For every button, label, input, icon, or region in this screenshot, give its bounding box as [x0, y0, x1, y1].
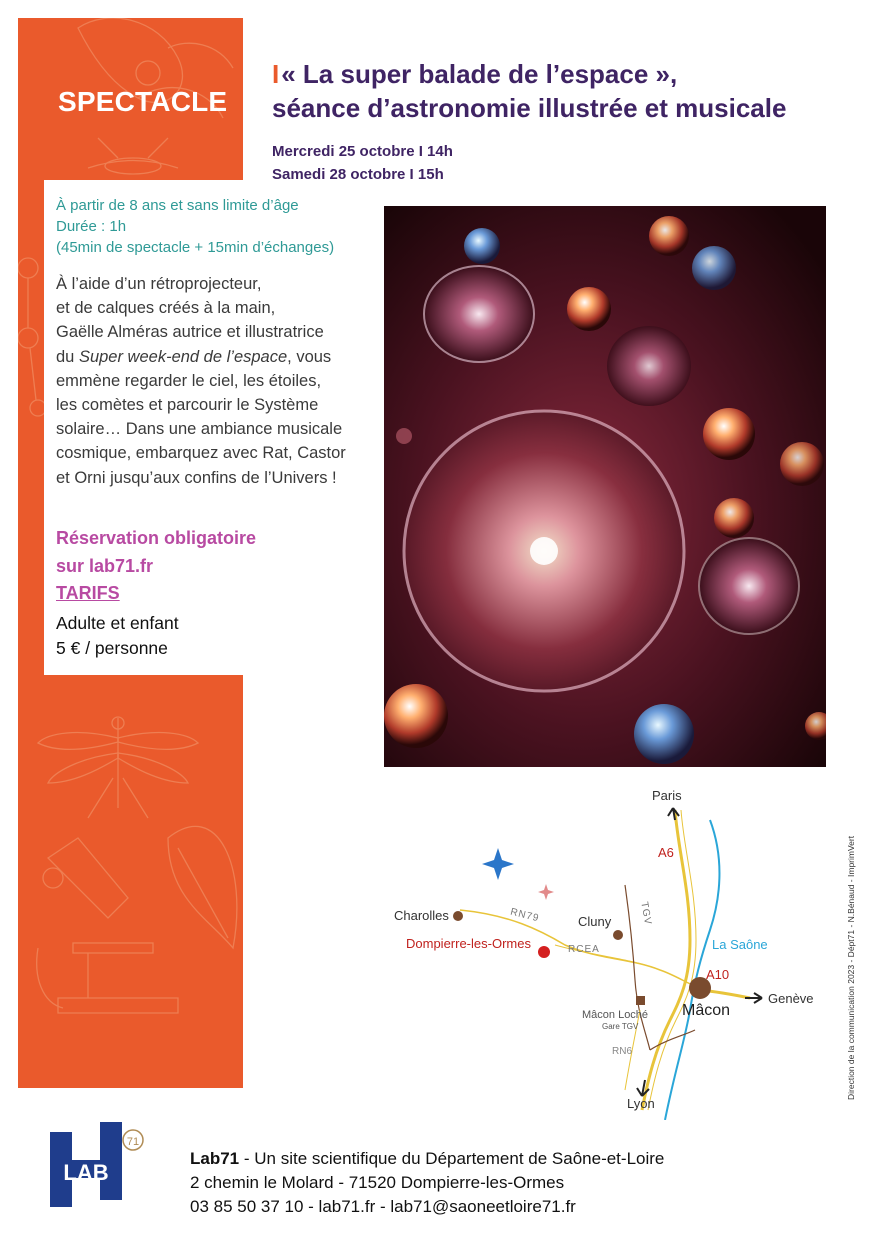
description-line: et Orni jusqu’aux confins de l’Univers !	[56, 468, 337, 487]
description-line: À l’aide d’un rétroprojecteur,	[56, 275, 262, 293]
footer-brand: Lab71	[190, 1149, 240, 1168]
audience-info	[56, 195, 356, 258]
map-label-paris: Paris	[652, 788, 682, 803]
title-text: « La super balade de l’espace »,	[281, 59, 678, 89]
print-credit: Direction de la communication 2023 - Dépt71 - N.Bénaud - ImprimVert	[846, 835, 856, 1100]
map-label-a6: A6	[658, 845, 674, 860]
event-dates	[272, 140, 453, 186]
description-line: cosmique, embarquez avec Rat, Castor	[56, 444, 346, 463]
description-line: et de calques créés à la main,	[56, 299, 276, 318]
show-description	[56, 272, 356, 490]
svg-text:LAB: LAB	[63, 1160, 109, 1185]
description-line: Gaëlle Alméras autrice et illustratrice	[56, 323, 324, 342]
map-label-macon-loche: Mâcon Loché	[582, 1009, 649, 1021]
map-label-rn6: RN6	[612, 1046, 633, 1057]
map-label-saone: La Saône	[712, 937, 768, 952]
map-label-dompierre: Dompierre-les-Ormes	[406, 936, 531, 951]
tarif-price: 5 € / personne	[56, 638, 168, 658]
date-line: Mercredi 25 octobre I 14h	[272, 143, 453, 160]
event-title	[272, 57, 862, 125]
title-line	[272, 57, 862, 91]
reservation-line: Réservation obligatoire	[56, 528, 257, 548]
title-bar: I	[272, 59, 280, 89]
svg-text:71: 71	[126, 1136, 140, 1148]
book-title: Super week-end de l’espace	[78, 347, 288, 366]
title-subtitle: séance d’astronomie illustrée et musicale	[272, 93, 787, 123]
footer-tagline: - Un site scientifique du Département de Saône-et-Loire	[239, 1149, 665, 1168]
description-text: du	[56, 347, 79, 366]
map-label-tgv: TGV	[638, 900, 654, 927]
description-line: les comètes et parcourir le Système	[56, 396, 319, 415]
access-map	[390, 780, 830, 1120]
tarif-line: Adulte et enfant	[56, 613, 179, 633]
reservation-link[interactable]: sur lab71.fr	[56, 556, 154, 576]
description-line: solaire… Dans une ambiance musicale	[56, 420, 343, 439]
duration-info: Durée : 1h	[56, 218, 127, 235]
map-label-a10: A10	[706, 967, 730, 982]
footer-contact	[190, 1147, 664, 1219]
map-label-charolles: Charolles	[394, 908, 449, 923]
tarifs-details	[56, 611, 179, 661]
map-label-rcea: RCEA	[568, 944, 600, 955]
category-kicker: SPECTACLE	[58, 86, 228, 117]
age-info: À partir de 8 ans et sans limite d’âge	[56, 197, 299, 214]
description-line: emmène regarder le ciel, les étoiles,	[56, 371, 322, 390]
reservation-notice	[56, 524, 256, 580]
description-text: , vous	[287, 347, 332, 366]
map-label-geneve: Genève	[768, 991, 814, 1006]
description-line	[56, 345, 356, 369]
footer-line	[190, 1147, 664, 1171]
tarifs-heading: TARIFS	[56, 583, 120, 603]
map-label-cluny: Cluny	[578, 914, 612, 929]
map-label-lyon: Lyon	[627, 1096, 655, 1111]
event-photo	[384, 206, 826, 767]
duration-detail: (45min de spectacle + 15min d’échanges)	[56, 239, 335, 256]
map-label-rn79: RN79	[509, 906, 541, 925]
map-label-gare-tgv: Gare TGV	[602, 1022, 639, 1031]
footer-contact-line: 03 85 50 37 10 - lab71.fr - lab71@saoneetloire71.fr	[190, 1197, 576, 1216]
date-line: Samedi 28 octobre I 15h	[272, 166, 444, 183]
footer-address: 2 chemin le Molard - 71520 Dompierre-les-Ormes	[190, 1173, 565, 1192]
map-label-macon: Mâcon	[682, 1002, 731, 1019]
lab71-logo	[42, 1112, 152, 1212]
